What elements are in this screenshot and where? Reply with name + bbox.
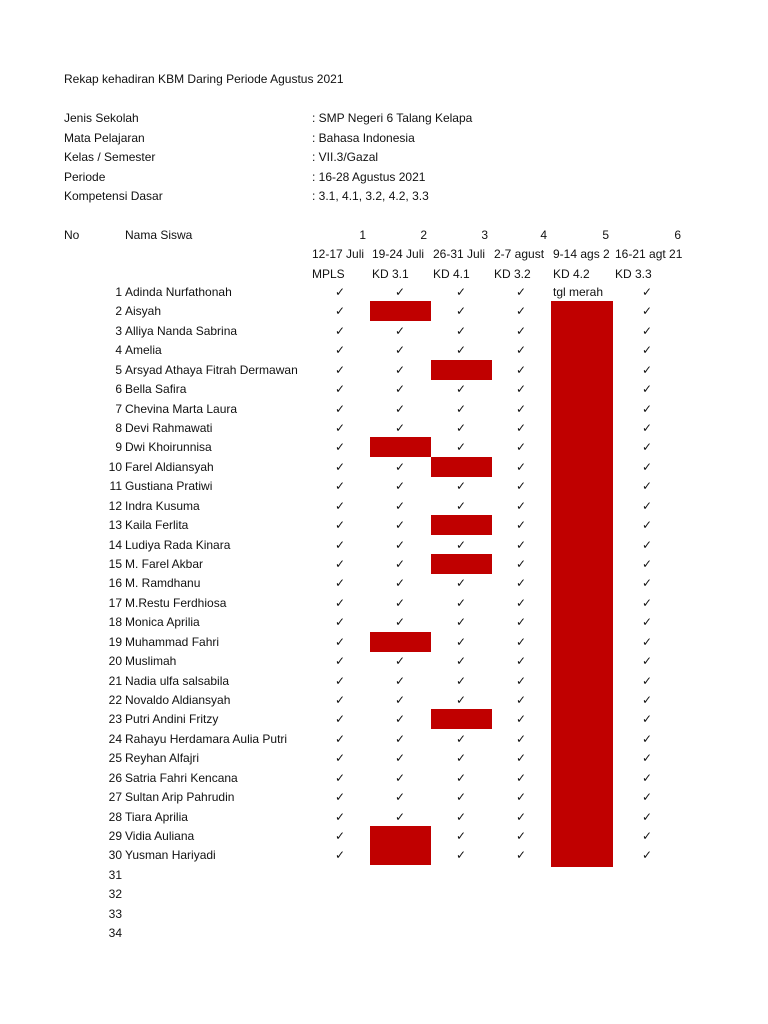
present-check-icon: ✓ bbox=[334, 343, 346, 358]
present-check-icon: ✓ bbox=[641, 343, 653, 358]
present-check-icon: ✓ bbox=[515, 518, 527, 533]
present-check-icon: ✓ bbox=[515, 401, 527, 416]
student-number: 24 bbox=[108, 731, 122, 746]
present-check-icon: ✓ bbox=[334, 615, 346, 630]
present-check-icon: ✓ bbox=[641, 848, 653, 863]
present-check-icon: ✓ bbox=[455, 654, 467, 669]
present-check-icon: ✓ bbox=[334, 654, 346, 669]
present-check-icon: ✓ bbox=[455, 829, 467, 844]
present-check-icon: ✓ bbox=[455, 595, 467, 610]
present-check-icon: ✓ bbox=[334, 712, 346, 727]
info-label: Periode bbox=[64, 169, 106, 184]
present-check-icon: ✓ bbox=[394, 731, 406, 746]
absent-cell bbox=[370, 845, 431, 865]
present-check-icon: ✓ bbox=[641, 362, 653, 377]
present-check-icon: ✓ bbox=[334, 440, 346, 455]
student-name: M. Ramdhanu bbox=[125, 576, 201, 591]
present-check-icon: ✓ bbox=[641, 518, 653, 533]
present-check-icon: ✓ bbox=[515, 440, 527, 455]
present-check-icon: ✓ bbox=[334, 459, 346, 474]
present-check-icon: ✓ bbox=[641, 790, 653, 805]
present-check-icon: ✓ bbox=[334, 595, 346, 610]
student-name: Muslimah bbox=[125, 654, 177, 669]
present-check-icon: ✓ bbox=[334, 304, 346, 319]
present-check-icon: ✓ bbox=[455, 615, 467, 630]
week-number: 4 bbox=[540, 228, 547, 242]
present-check-icon: ✓ bbox=[515, 323, 527, 338]
absent-cell bbox=[370, 437, 431, 457]
absent-cell bbox=[431, 554, 492, 574]
week-number: 1 bbox=[359, 228, 366, 242]
present-check-icon: ✓ bbox=[515, 848, 527, 863]
present-check-icon: ✓ bbox=[394, 576, 406, 591]
student-name: Rahayu Herdamara Aulia Putri bbox=[125, 731, 288, 746]
info-label: Jenis Sekolah bbox=[64, 111, 139, 125]
info-label: Mata Pelajaran bbox=[64, 130, 145, 145]
present-check-icon: ✓ bbox=[334, 809, 346, 824]
student-number: 27 bbox=[108, 790, 122, 805]
week-dates: 19-24 Juli bbox=[372, 247, 425, 261]
present-check-icon: ✓ bbox=[515, 285, 527, 299]
present-check-icon: ✓ bbox=[394, 673, 406, 688]
present-check-icon: ✓ bbox=[515, 790, 527, 805]
student-name: Monica Aprilia bbox=[125, 615, 200, 630]
present-check-icon: ✓ bbox=[455, 421, 467, 435]
present-check-icon: ✓ bbox=[394, 557, 406, 572]
present-check-icon: ✓ bbox=[394, 479, 406, 494]
present-check-icon: ✓ bbox=[515, 673, 527, 688]
present-check-icon: ✓ bbox=[641, 557, 653, 572]
document-title: Rekap kehadiran KBM Daring Periode Agustus 2021 bbox=[64, 72, 344, 86]
present-check-icon: ✓ bbox=[334, 421, 346, 435]
student-name: Farel Aldiansyah bbox=[125, 459, 214, 474]
present-check-icon: ✓ bbox=[334, 518, 346, 533]
present-check-icon: ✓ bbox=[641, 498, 653, 513]
student-number: 15 bbox=[108, 557, 122, 572]
present-check-icon: ✓ bbox=[641, 285, 653, 299]
present-check-icon: ✓ bbox=[641, 323, 653, 338]
student-name: Tiara Aprilia bbox=[125, 809, 188, 824]
present-check-icon: ✓ bbox=[515, 770, 527, 785]
empty-row-number: 34 bbox=[108, 926, 122, 941]
present-check-icon: ✓ bbox=[515, 693, 527, 708]
present-check-icon: ✓ bbox=[455, 751, 467, 766]
present-check-icon: ✓ bbox=[394, 285, 406, 299]
present-check-icon: ✓ bbox=[641, 731, 653, 746]
absent-cell bbox=[431, 457, 492, 477]
student-name: M.Restu Ferdhiosa bbox=[125, 595, 227, 610]
present-check-icon: ✓ bbox=[394, 537, 406, 552]
present-check-icon: ✓ bbox=[394, 751, 406, 766]
present-check-icon: ✓ bbox=[394, 498, 406, 513]
present-check-icon: ✓ bbox=[455, 848, 467, 863]
week-kd: KD 4.2 bbox=[553, 267, 590, 281]
present-check-icon: ✓ bbox=[455, 440, 467, 455]
present-check-icon: ✓ bbox=[515, 421, 527, 435]
present-check-icon: ✓ bbox=[334, 285, 346, 299]
present-check-icon: ✓ bbox=[515, 537, 527, 552]
student-name: Gustiana Pratiwi bbox=[125, 479, 213, 494]
present-check-icon: ✓ bbox=[515, 304, 527, 319]
student-name: Yusman Hariyadi bbox=[125, 848, 216, 863]
student-number: 18 bbox=[108, 615, 122, 630]
student-name: Kaila Ferlita bbox=[125, 518, 189, 533]
present-check-icon: ✓ bbox=[394, 809, 406, 824]
present-check-icon: ✓ bbox=[515, 712, 527, 727]
week-number: 2 bbox=[420, 228, 427, 242]
info-value: : SMP Negeri 6 Talang Kelapa bbox=[312, 111, 473, 125]
present-check-icon: ✓ bbox=[641, 615, 653, 630]
present-check-icon: ✓ bbox=[455, 693, 467, 708]
week-number: 3 bbox=[481, 228, 488, 242]
week-dates: 26-31 Juli bbox=[433, 247, 486, 261]
present-check-icon: ✓ bbox=[394, 382, 406, 397]
empty-row-number: 31 bbox=[108, 867, 122, 882]
present-check-icon: ✓ bbox=[394, 323, 406, 338]
present-check-icon: ✓ bbox=[641, 829, 653, 844]
absent-cell bbox=[370, 632, 431, 652]
present-check-icon: ✓ bbox=[394, 790, 406, 805]
present-check-icon: ✓ bbox=[641, 673, 653, 688]
present-check-icon: ✓ bbox=[515, 751, 527, 766]
present-check-icon: ✓ bbox=[394, 362, 406, 377]
student-name: Bella Safira bbox=[125, 382, 187, 397]
present-check-icon: ✓ bbox=[394, 654, 406, 669]
student-number: 13 bbox=[108, 518, 122, 533]
student-number: 26 bbox=[108, 770, 122, 785]
absent-cell bbox=[431, 515, 492, 535]
present-check-icon: ✓ bbox=[515, 829, 527, 844]
week-kd: KD 3.2 bbox=[494, 267, 531, 281]
week-dates: 2-7 agust bbox=[494, 247, 545, 261]
present-check-icon: ✓ bbox=[515, 615, 527, 630]
present-check-icon: ✓ bbox=[641, 712, 653, 727]
present-check-icon: ✓ bbox=[515, 343, 527, 358]
student-number: 23 bbox=[108, 712, 122, 727]
present-check-icon: ✓ bbox=[515, 498, 527, 513]
student-number: 8 bbox=[115, 421, 122, 435]
present-check-icon: ✓ bbox=[394, 401, 406, 416]
present-check-icon: ✓ bbox=[641, 421, 653, 435]
student-name: Indra Kusuma bbox=[125, 498, 200, 513]
present-check-icon: ✓ bbox=[455, 809, 467, 824]
student-name: Dwi Khoirunnisa bbox=[125, 440, 212, 455]
present-check-icon: ✓ bbox=[641, 576, 653, 591]
present-check-icon: ✓ bbox=[334, 401, 346, 416]
student-name: Vidia Auliana bbox=[125, 829, 195, 844]
present-check-icon: ✓ bbox=[334, 731, 346, 746]
info-value: : VII.3/Gazal bbox=[312, 150, 379, 164]
student-name: Novaldo Aldiansyah bbox=[125, 693, 231, 708]
student-name: Nadia ulfa salsabila bbox=[125, 673, 230, 688]
present-check-icon: ✓ bbox=[515, 382, 527, 397]
week-kd: MPLS bbox=[312, 267, 345, 281]
holiday-label: tgl merah bbox=[553, 285, 604, 299]
column-header-no: No bbox=[64, 228, 80, 242]
student-number: 3 bbox=[115, 323, 122, 338]
present-check-icon: ✓ bbox=[394, 770, 406, 785]
student-number: 5 bbox=[115, 362, 122, 377]
present-check-icon: ✓ bbox=[515, 557, 527, 572]
present-check-icon: ✓ bbox=[334, 576, 346, 591]
present-check-icon: ✓ bbox=[334, 382, 346, 397]
week-dates: 12-17 Juli bbox=[312, 247, 365, 261]
student-number: 17 bbox=[108, 595, 122, 610]
present-check-icon: ✓ bbox=[394, 518, 406, 533]
present-check-icon: ✓ bbox=[515, 595, 527, 610]
week-kd: KD 3.3 bbox=[615, 267, 652, 281]
absent-cell bbox=[370, 301, 431, 321]
present-check-icon: ✓ bbox=[641, 634, 653, 649]
present-check-icon: ✓ bbox=[394, 459, 406, 474]
present-check-icon: ✓ bbox=[641, 479, 653, 494]
present-check-icon: ✓ bbox=[455, 498, 467, 513]
present-check-icon: ✓ bbox=[394, 693, 406, 708]
week-number: 6 bbox=[674, 228, 681, 242]
present-check-icon: ✓ bbox=[334, 362, 346, 377]
empty-row-number: 32 bbox=[108, 887, 122, 902]
week-kd: KD 3.1 bbox=[372, 267, 409, 281]
info-label: Kompetensi Dasar bbox=[64, 189, 163, 203]
present-check-icon: ✓ bbox=[394, 595, 406, 610]
student-name: Putri Andini Fritzy bbox=[125, 712, 219, 727]
present-check-icon: ✓ bbox=[455, 401, 467, 416]
present-check-icon: ✓ bbox=[455, 285, 467, 299]
present-check-icon: ✓ bbox=[334, 751, 346, 766]
present-check-icon: ✓ bbox=[334, 829, 346, 844]
present-check-icon: ✓ bbox=[455, 343, 467, 358]
week-dates: 16-21 agt 21 bbox=[615, 247, 683, 261]
present-check-icon: ✓ bbox=[515, 654, 527, 669]
present-check-icon: ✓ bbox=[641, 304, 653, 319]
present-check-icon: ✓ bbox=[334, 790, 346, 805]
present-check-icon: ✓ bbox=[455, 576, 467, 591]
present-check-icon: ✓ bbox=[334, 634, 346, 649]
student-name: Sultan Arip Pahrudin bbox=[125, 790, 235, 805]
present-check-icon: ✓ bbox=[394, 421, 406, 435]
student-number: 1 bbox=[115, 285, 122, 299]
present-check-icon: ✓ bbox=[641, 401, 653, 416]
student-number: 10 bbox=[108, 459, 122, 474]
student-number: 2 bbox=[115, 304, 122, 319]
present-check-icon: ✓ bbox=[455, 382, 467, 397]
present-check-icon: ✓ bbox=[515, 576, 527, 591]
present-check-icon: ✓ bbox=[641, 654, 653, 669]
student-number: 9 bbox=[115, 440, 122, 455]
student-name: Alliya Nanda Sabrina bbox=[125, 323, 238, 338]
student-number: 30 bbox=[108, 848, 122, 863]
week-dates: 9-14 ags 2 bbox=[553, 247, 610, 261]
present-check-icon: ✓ bbox=[455, 479, 467, 494]
present-check-icon: ✓ bbox=[334, 323, 346, 338]
student-number: 11 bbox=[109, 479, 122, 494]
student-number: 16 bbox=[108, 576, 122, 591]
present-check-icon: ✓ bbox=[515, 479, 527, 494]
absent-cell bbox=[431, 360, 492, 380]
info-value: : 16-28 Agustus 2021 bbox=[312, 169, 426, 184]
student-name: M. Farel Akbar bbox=[125, 557, 204, 572]
present-check-icon: ✓ bbox=[455, 304, 467, 319]
student-name: Muhammad Fahri bbox=[125, 634, 220, 649]
present-check-icon: ✓ bbox=[455, 731, 467, 746]
present-check-icon: ✓ bbox=[455, 770, 467, 785]
student-name: Amelia bbox=[125, 343, 162, 358]
present-check-icon: ✓ bbox=[455, 634, 467, 649]
present-check-icon: ✓ bbox=[455, 790, 467, 805]
present-check-icon: ✓ bbox=[641, 459, 653, 474]
present-check-icon: ✓ bbox=[515, 459, 527, 474]
present-check-icon: ✓ bbox=[641, 809, 653, 824]
student-name: Aisyah bbox=[125, 304, 162, 319]
student-name: Adinda Nurfathonah bbox=[125, 285, 232, 299]
student-number: 4 bbox=[115, 343, 122, 358]
present-check-icon: ✓ bbox=[455, 673, 467, 688]
present-check-icon: ✓ bbox=[515, 731, 527, 746]
column-header-name: Nama Siswa bbox=[125, 228, 193, 242]
present-check-icon: ✓ bbox=[641, 693, 653, 708]
student-name: Ludiya Rada Kinara bbox=[125, 537, 231, 552]
present-check-icon: ✓ bbox=[334, 848, 346, 863]
present-check-icon: ✓ bbox=[394, 343, 406, 358]
present-check-icon: ✓ bbox=[641, 382, 653, 397]
present-check-icon: ✓ bbox=[515, 809, 527, 824]
student-number: 12 bbox=[108, 498, 122, 513]
present-check-icon: ✓ bbox=[394, 615, 406, 630]
present-check-icon: ✓ bbox=[641, 751, 653, 766]
info-value: : 3.1, 4.1, 3.2, 4.2, 3.3 bbox=[312, 189, 429, 203]
week-number: 5 bbox=[602, 228, 609, 242]
student-name: Satria Fahri Kencana bbox=[125, 770, 238, 785]
student-name: Chevina Marta Laura bbox=[125, 401, 238, 416]
info-label: Kelas / Semester bbox=[64, 150, 156, 164]
week-kd: KD 4.1 bbox=[433, 267, 470, 281]
present-check-icon: ✓ bbox=[515, 634, 527, 649]
present-check-icon: ✓ bbox=[334, 479, 346, 494]
student-number: 14 bbox=[108, 537, 122, 552]
present-check-icon: ✓ bbox=[641, 537, 653, 552]
present-check-icon: ✓ bbox=[334, 673, 346, 688]
student-number: 6 bbox=[115, 382, 122, 397]
student-number: 21 bbox=[108, 673, 122, 688]
student-number: 20 bbox=[108, 654, 122, 669]
holiday-column-block bbox=[551, 301, 613, 866]
present-check-icon: ✓ bbox=[641, 595, 653, 610]
present-check-icon: ✓ bbox=[641, 440, 653, 455]
student-name: Devi Rahmawati bbox=[125, 421, 213, 435]
present-check-icon: ✓ bbox=[455, 537, 467, 552]
absent-cell bbox=[370, 826, 431, 846]
student-number: 28 bbox=[108, 809, 122, 824]
student-number: 19 bbox=[108, 634, 122, 649]
present-check-icon: ✓ bbox=[334, 537, 346, 552]
empty-row-number: 33 bbox=[108, 906, 122, 921]
present-check-icon: ✓ bbox=[641, 770, 653, 785]
present-check-icon: ✓ bbox=[334, 498, 346, 513]
present-check-icon: ✓ bbox=[334, 557, 346, 572]
student-number: 29 bbox=[108, 829, 122, 844]
present-check-icon: ✓ bbox=[455, 323, 467, 338]
present-check-icon: ✓ bbox=[394, 712, 406, 727]
absent-cell bbox=[431, 709, 492, 729]
student-name: Reyhan Alfajri bbox=[125, 751, 200, 766]
present-check-icon: ✓ bbox=[334, 770, 346, 785]
student-number: 25 bbox=[108, 751, 122, 766]
present-check-icon: ✓ bbox=[334, 693, 346, 708]
student-number: 22 bbox=[108, 693, 122, 708]
student-number: 7 bbox=[115, 401, 122, 416]
student-name: Arsyad Athaya Fitrah Dermawan bbox=[125, 362, 298, 377]
present-check-icon: ✓ bbox=[515, 362, 527, 377]
info-value: : Bahasa Indonesia bbox=[312, 130, 415, 145]
